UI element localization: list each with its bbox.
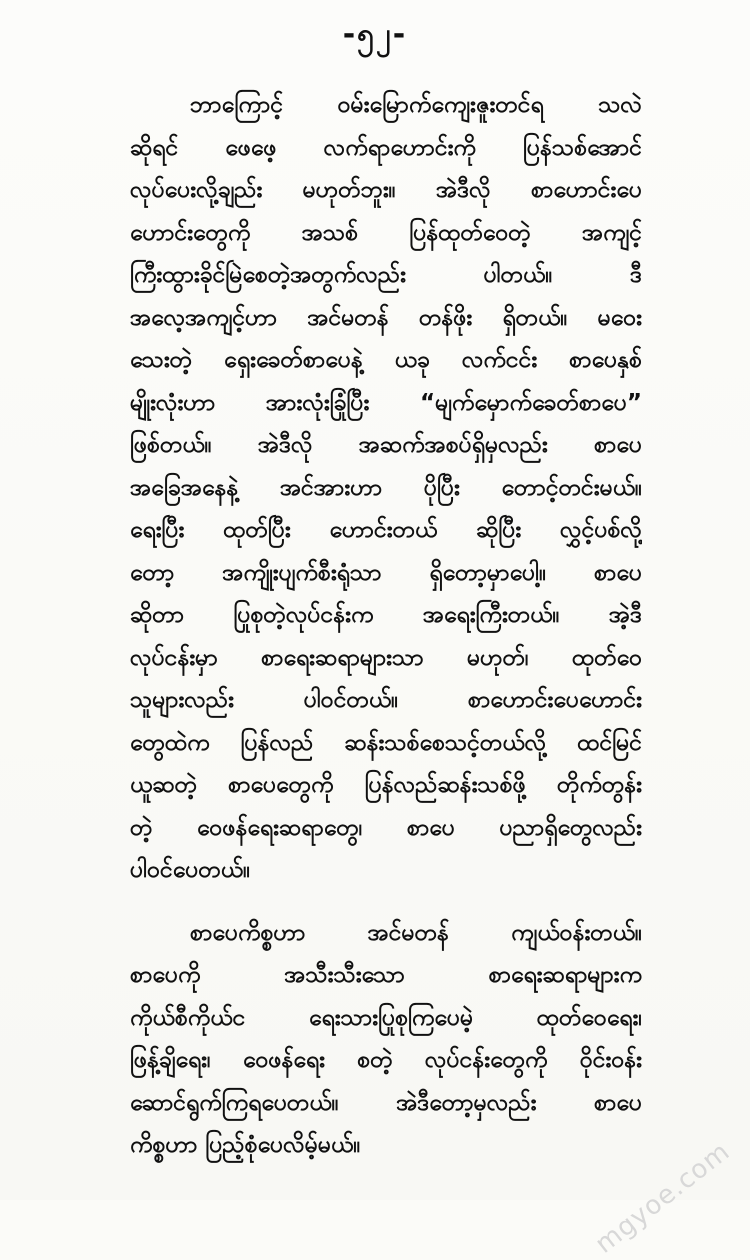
text-line: စာပေကို အသီးသီးသော စာရေးဆရာများက [130, 962, 642, 988]
text-line: တဲ့ ဝေဖန်ရေးဆရာတွေ၊ စာပေ ပညာရှိတွေလည်း [130, 814, 642, 841]
text-line: သေးတဲ့ ရှေးခေတ်စာပေနဲ့ ယခု လက်ငင်း စာပေနှစ် [130, 347, 642, 373]
text-line: ဆိုရင် ဖေဖေ့ လက်ရာဟောင်းကို ပြန်သစ်အောင် [130, 134, 642, 161]
text-line: မျိုးလုံးဟာ အားလုံးခြုံပြီး “မျက်မှောက်ခေတ်စာပေ” [130, 389, 642, 416]
text-line: ဟောင်းတွေကို အသစ် ပြန်ထုတ်ဝေတဲ့ အကျင့် [130, 219, 642, 246]
text-line: ပါဝင်ပေတယ်။ [130, 857, 251, 883]
text-line: တော့ အကျိုးပျက်စီးရုံသာ ရှိတော့မှာပေါ့။ စာပေ [130, 559, 642, 586]
text-line: ဆောင်ရွက်ကြရပေတယ်။ အဲဒီတော့မှလည်း စာပေ [130, 1089, 642, 1116]
text-line: ဘာကြောင့် ဝမ်းမြောက်ကျေးဇူးတင်ရ သလဲ [190, 92, 642, 118]
text-line: လုပ်ငန်းမှာ စာရေးဆရာများသာ မဟုတ်၊ ထုတ်ဝေ [130, 644, 642, 671]
text-line: ဖြန့်ချိရေး၊ ဝေဖန်ရေး စတဲ့ လုပ်ငန်းတွေကို ဝိုင်းဝန်း [130, 1047, 642, 1073]
text-line: ကြီးထွားခိုင်မြဲစေတဲ့အတွက်လည်း ပါတယ်။ ဒီ [130, 262, 642, 288]
text-line: လုပ်ပေးလို့ချည်း မဟုတ်ဘူး။ အဲဒီလို စာဟောင်းပေ [130, 177, 642, 203]
text-line: စာပေကိစ္စဟာ အင်မတန် ကျယ်ဝန်းတယ်။ [190, 919, 642, 946]
text-line: ဖြစ်တယ်။ အဲဒီလို အဆက်အစပ်ရှိမှလည်း စာပေ [130, 432, 642, 458]
text-line: ရေးပြီး ထုတ်ပြီး ဟောင်းတယ် ဆိုပြီး လွှင့်ပစ်လို့ [130, 517, 642, 543]
text-line: ယူဆတဲ့ စာပေတွေကို ပြန်လည်ဆန်းသစ်ဖို့ တိုက်တွန်း [130, 772, 642, 798]
text-line: တွေထဲက ပြန်လည် ဆန်းသစ်စေသင့်တယ်လို့ ထင်မြင် [130, 729, 642, 756]
page-number: -၅၂- [342, 17, 408, 52]
text-line: အခြေအနေနဲ့ အင်အားဟာ ပိုပြီး တောင့်တင်းမယ်။ [130, 474, 642, 501]
text-line: အလေ့အကျင့်ဟာ အင်မတန် တန်ဖိုး ရှိတယ်။ မဝေး [130, 304, 642, 331]
paragraph-gap [130, 892, 642, 912]
text-line: ကိစ္စဟာ ပြည့်စုံပေလိမ့်မယ်။ [130, 1132, 361, 1158]
watermark: mgyoe.com [589, 1136, 736, 1260]
text-line: ဆိုတာ ပြုစုတဲ့လုပ်ငန်းက အရေးကြီးတယ်။ အဲ့ဒီ [130, 602, 642, 628]
text-line: သူများလည်း ပါဝင်တယ်။ စာဟောင်းပေဟောင်း [130, 687, 642, 713]
text-line: ကိုယ်စီကိုယ်င ရေးသားပြုစုကြပေမဲ့ ထုတ်ဝေရေး၊ [130, 1004, 642, 1031]
body-text [130, 84, 642, 1180]
